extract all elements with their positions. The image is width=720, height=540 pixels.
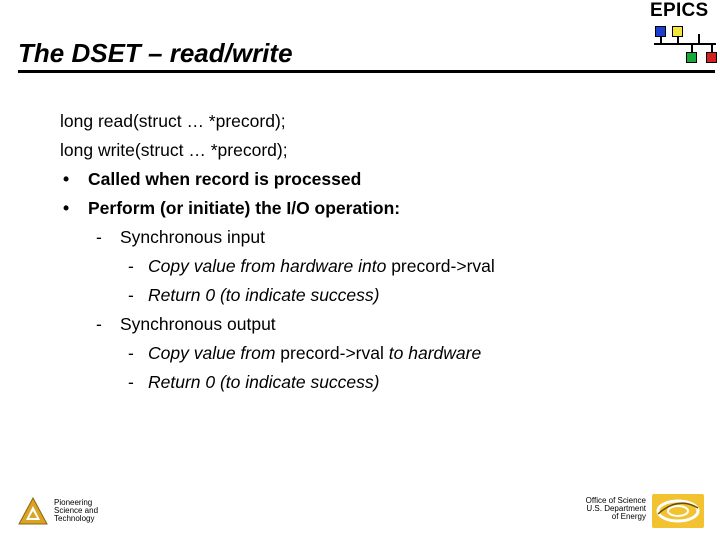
dash-marker: - — [96, 314, 102, 334]
logo-red-square-icon — [706, 52, 717, 63]
slide-title: The DSET – read/write — [18, 38, 293, 68]
sub-sub-item — [60, 368, 495, 397]
italic-text: Return 0 (to indicate success) — [148, 372, 380, 392]
code-line-read: long read(struct … *precord); — [60, 111, 286, 131]
dash-marker: - — [128, 343, 134, 363]
doe-seal-icon — [652, 494, 704, 528]
sub-sub-item — [60, 281, 495, 310]
title-underline — [18, 70, 715, 73]
italic-text: Copy value from hardware into — [148, 256, 387, 276]
bullet-dot-icon: • — [63, 169, 70, 189]
footer-tagline-line: Technology — [54, 514, 95, 523]
bullet-dot-icon: • — [63, 198, 70, 218]
dash-marker: - — [128, 256, 134, 276]
logo-blue-square-icon — [655, 26, 666, 37]
footer-doe-line: of Energy — [611, 512, 646, 521]
bullet-item — [60, 165, 495, 194]
bullet-text: Perform (or initiate) the I/O operation: — [88, 198, 401, 218]
logo-network-line-icon — [711, 43, 713, 53]
plain-text: precord->rval — [391, 256, 495, 276]
argonne-triangle-icon — [18, 497, 48, 525]
logo-network-line-icon — [660, 37, 662, 45]
footer-doe-line: Office of Science — [585, 496, 646, 505]
footer-doe-line: U.S. Department — [586, 504, 646, 513]
epics-logo-text: EPICS — [650, 0, 709, 21]
sub-item-text: Synchronous input — [120, 227, 265, 247]
logo-network-line-icon — [654, 43, 716, 45]
italic-text: Return 0 (to indicate success) — [148, 285, 380, 305]
doe-swirl-icon — [652, 494, 704, 528]
code-line-write: long write(struct … *precord); — [60, 140, 288, 160]
sub-sub-item — [60, 339, 495, 368]
sub-item-sync-output — [60, 310, 495, 339]
footer-tagline-line: Pioneering — [54, 498, 93, 507]
sub-item-text: Synchronous output — [120, 314, 276, 334]
logo-green-square-icon — [686, 52, 697, 63]
dash-marker: - — [128, 372, 134, 392]
italic-text: Copy value from — [148, 343, 276, 363]
footer-tagline-line: Science and — [54, 506, 99, 515]
bullet-item — [60, 194, 495, 223]
footer-doe-text — [566, 497, 646, 521]
slide-body — [60, 107, 495, 397]
logo-network-line-icon — [698, 34, 700, 44]
sub-sub-item — [60, 252, 495, 281]
plain-text: precord->rval — [280, 343, 384, 363]
bullet-text: Called when record is processed — [88, 169, 362, 189]
dash-marker: - — [96, 227, 102, 247]
logo-yellow-square-icon — [672, 26, 683, 37]
italic-text: to hardware — [388, 343, 482, 363]
logo-network-line-icon — [691, 43, 693, 53]
footer-tagline — [54, 499, 124, 523]
sub-item-sync-input — [60, 223, 495, 252]
logo-network-line-icon — [677, 37, 679, 45]
dash-marker: - — [128, 285, 134, 305]
